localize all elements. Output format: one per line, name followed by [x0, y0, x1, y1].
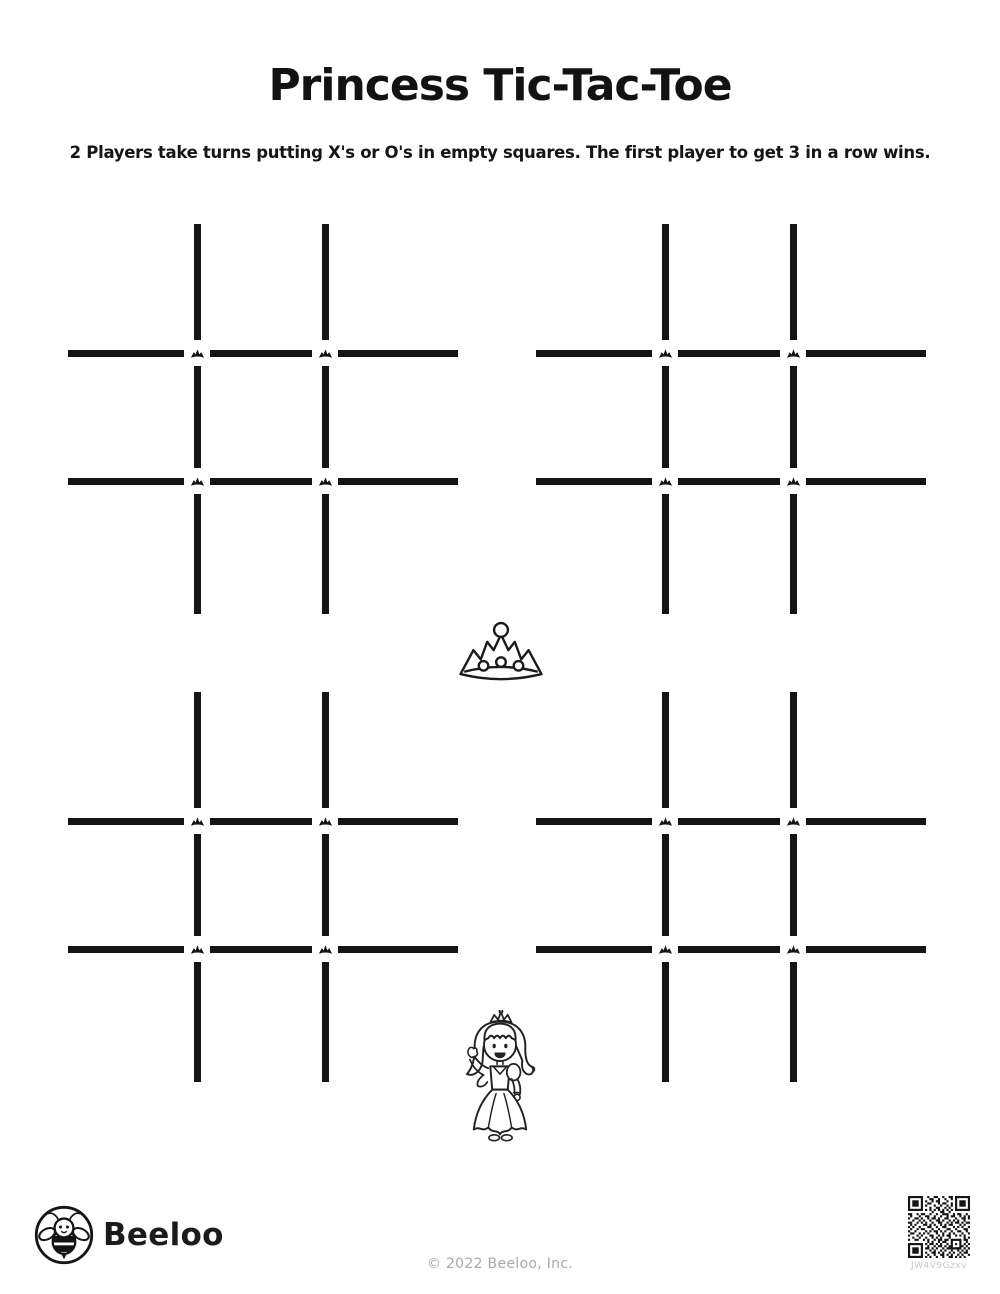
grid-line-horizontal: [68, 478, 458, 485]
crown-intersection-icon: [780, 468, 806, 494]
grid-line-horizontal: [536, 818, 926, 825]
grid-line-vertical: [194, 224, 201, 614]
grid-line-horizontal: [536, 478, 926, 485]
crown-intersection-icon: [184, 808, 210, 834]
princess-illustration: [452, 1010, 548, 1146]
crown-intersection-icon: [312, 808, 338, 834]
grid-line-horizontal: [536, 350, 926, 357]
crown-intersection-icon: [652, 468, 678, 494]
crown-intersection-icon: [312, 340, 338, 366]
grid-line-horizontal: [68, 350, 458, 357]
grid-line-vertical: [790, 692, 797, 1082]
tic-tac-toe-board-bottom-left: [68, 692, 458, 1082]
tic-tac-toe-board-top-right: [536, 224, 926, 614]
qr-code-label: JW4V9Gzxv: [910, 1261, 967, 1271]
crown-icon: [455, 618, 547, 686]
grid-line-horizontal: [536, 946, 926, 953]
crown-intersection-icon: [312, 936, 338, 962]
tic-tac-toe-board-top-left: [68, 224, 458, 614]
grid-line-vertical: [662, 692, 669, 1082]
crown-intersection-icon: [780, 340, 806, 366]
crown-intersection-icon: [652, 936, 678, 962]
grid-line-vertical: [194, 692, 201, 1082]
brand-wordmark: Beeloo: [103, 1217, 224, 1253]
page-title: Princess Tic-Tac-Toe: [268, 60, 732, 111]
crown-intersection-icon: [780, 936, 806, 962]
grid-line-vertical: [322, 224, 329, 614]
grid-line-horizontal: [68, 818, 458, 825]
crown-intersection-icon: [184, 468, 210, 494]
grid-line-horizontal: [68, 946, 458, 953]
crown-intersection-icon: [312, 468, 338, 494]
qr-code: [908, 1196, 970, 1258]
crown-intersection-icon: [780, 808, 806, 834]
tic-tac-toe-board-bottom-right: [536, 692, 926, 1082]
crown-intersection-icon: [184, 936, 210, 962]
grid-line-vertical: [790, 224, 797, 614]
crown-intersection-icon: [652, 340, 678, 366]
crown-intersection-icon: [652, 808, 678, 834]
grid-line-vertical: [322, 692, 329, 1082]
copyright-text: © 2022 Beeloo, Inc.: [426, 1256, 574, 1272]
grid-line-vertical: [662, 224, 669, 614]
instructions-text: 2 Players take turns putting X's or O's in empty squares. The first player to get 3 in a row wins.: [69, 143, 931, 162]
crown-intersection-icon: [184, 340, 210, 366]
